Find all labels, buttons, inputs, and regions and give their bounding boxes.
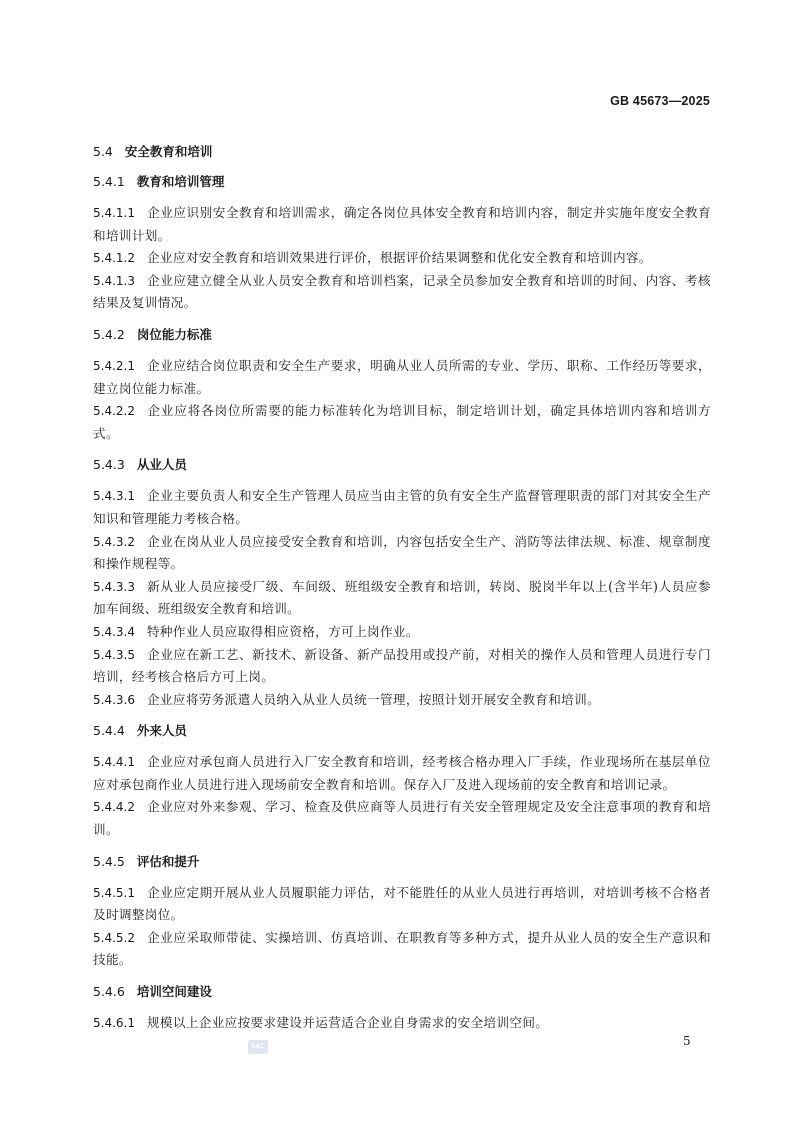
clause — [93, 400, 711, 445]
clause-number: 5.4.2.2 — [93, 404, 135, 419]
subsection-heading — [93, 852, 711, 872]
clause-text: 企业应建立健全从业人员安全教育和培训档案，记录全员参加安全教育和培训的时间、内容、考核结果及复训情况。 — [93, 272, 711, 311]
clause — [93, 531, 711, 576]
clause — [93, 751, 711, 796]
subsection-heading — [93, 721, 711, 741]
clause-text: 企业应对安全教育和培训效果进行评价，根据评价结果调整和优化安全教育和培训内容。 — [146, 250, 652, 266]
clause-number: 5.4.3.3 — [93, 579, 135, 594]
clause-text: 新从业人员应接受厂级、车间级、班组级安全教育和培训，转岗、脱岗半年以上(含半年)人员应参加车间级、班组级安全教育和培训。 — [93, 578, 711, 617]
subsection-heading — [93, 982, 711, 1002]
clause-number: 5.4.1.1 — [93, 206, 135, 220]
subsection-heading — [93, 455, 711, 475]
clause — [93, 247, 711, 270]
clause — [93, 485, 711, 530]
clause-number: 5.4.5.2 — [93, 930, 135, 945]
clause-number: 5.4.3.4 — [93, 624, 135, 639]
subsection-title: 外来人员 — [136, 723, 187, 739]
clause-text: 企业应对外来参观、学习、检查及供应商等人员进行有关安全管理规定及安全注意事项的教育和培训。 — [93, 799, 711, 838]
subsection-title: 评估和提升 — [136, 853, 200, 869]
clause-text: 企业应识别安全教育和培训需求，确定各岗位具体安全教育和培训内容，制定并实施年度安全教育和培训计划。 — [93, 205, 711, 243]
clause — [93, 355, 711, 400]
subsection-heading — [93, 325, 711, 345]
clause-number: 5.4.3.5 — [93, 647, 135, 662]
subsection-number: 5.4.6 — [93, 984, 125, 1000]
subsection-heading — [93, 172, 711, 192]
clause-text: 企业应采取师带徒、实操培训、仿真培训、在职教育等多种方式，提升从业人员的安全生产意识和技能。 — [93, 929, 711, 968]
clause-text: 企业主要负责人和安全生产管理人员应当由主管的负有安全生产监督管理职责的部门对其安全生产知识和管理能力考核合格。 — [93, 488, 711, 526]
subsection-5-4-4 — [93, 721, 711, 841]
clause — [93, 689, 711, 712]
subsection-5-4-1 — [93, 172, 711, 315]
standard-code: GB 45673—2025 — [610, 94, 710, 108]
clause-text: 企业应在新工艺、新技术、新设备、新产品投用或投产前，对相关的操作人员和管理人员进行专门培训，经考核合格后方可上岗。 — [93, 646, 711, 685]
page-number: 5 — [683, 1034, 691, 1048]
subsection-number: 5.4.4 — [93, 723, 125, 739]
clause-number: 5.4.3.1 — [93, 489, 135, 504]
clause — [93, 1012, 711, 1035]
subsection-title: 从业人员 — [136, 457, 187, 473]
clause — [93, 927, 711, 972]
section-number: 5.4 — [93, 144, 113, 159]
clause — [93, 644, 711, 689]
clause-text: 企业应定期开展从业人员履职能力评估，对不能胜任的从业人员进行再培训，对培训考核不合格者及时调整岗位。 — [93, 884, 711, 923]
clause-number: 5.4.4.2 — [93, 800, 135, 815]
subsection-number: 5.4.1 — [93, 174, 125, 189]
clause-number: 5.4.1.3 — [93, 273, 135, 288]
clause-text: 规模以上企业应按要求建设并运营适合企业自身需求的安全培训空间。 — [146, 1015, 549, 1031]
clause — [93, 796, 711, 841]
clause-number: 5.4.5.1 — [93, 885, 135, 900]
subsection-5-4-2 — [93, 325, 711, 445]
subsection-5-4-3 — [93, 455, 711, 711]
clause-text: 企业在岗从业人员应接受安全教育和培训，内容包括安全生产、消防等法律法规、标准、规章制度和操作规程等。 — [93, 533, 711, 572]
section-heading — [93, 142, 711, 162]
clause — [93, 270, 711, 315]
subsection-5-4-5 — [93, 852, 711, 972]
subsection-title: 教育和培训管理 — [136, 174, 225, 189]
clause-text: 企业应将劳务派遣人员纳入从业人员统一管理，按照计划开展安全教育和培训。 — [146, 691, 601, 707]
subsection-title: 岗位能力标准 — [136, 326, 212, 342]
clause-text: 特种作业人员应取得相应资格，方可上岗作业。 — [146, 623, 419, 639]
clause — [93, 882, 711, 927]
clause-number: 5.4.3.2 — [93, 534, 135, 549]
subsection-number: 5.4.5 — [93, 853, 125, 869]
clause-number: 5.4.3.6 — [93, 692, 135, 707]
clause-number: 5.4.4.1 — [93, 755, 135, 770]
subsection-5-4-6 — [93, 982, 711, 1035]
sac-watermark-logo-icon: SAC — [248, 1040, 268, 1054]
clause-text: 企业应对承包商人员进行入厂安全教育和培训，经考核合格办理入厂手续，作业现场所在基层单位应对承包商作业人员进行进入现场前安全教育和培训。保存入厂及进入现场前的安全教育和培训记录。 — [93, 754, 711, 792]
document-body — [93, 142, 711, 1037]
clause-text: 企业应将各岗位所需要的能力标准转化为培训目标，制定培训计划，确定具体培训内容和培训方式。 — [93, 403, 711, 441]
section-title: 安全教育和培训 — [124, 144, 213, 159]
clause-number: 5.4.1.2 — [93, 251, 135, 266]
clause — [93, 621, 711, 644]
subsection-number: 5.4.2 — [93, 326, 125, 342]
clause — [93, 576, 711, 621]
clause-number: 5.4.6.1 — [93, 1016, 135, 1031]
subsection-number: 5.4.3 — [93, 457, 125, 473]
clause-text: 企业应结合岗位职责和安全生产要求，明确从业人员所需的专业、学历、职称、工作经历等要求，建立岗位能力标准。 — [93, 357, 711, 396]
clause-number: 5.4.2.1 — [93, 358, 135, 373]
subsection-title: 培训空间建设 — [136, 984, 212, 1000]
clause — [93, 202, 711, 247]
